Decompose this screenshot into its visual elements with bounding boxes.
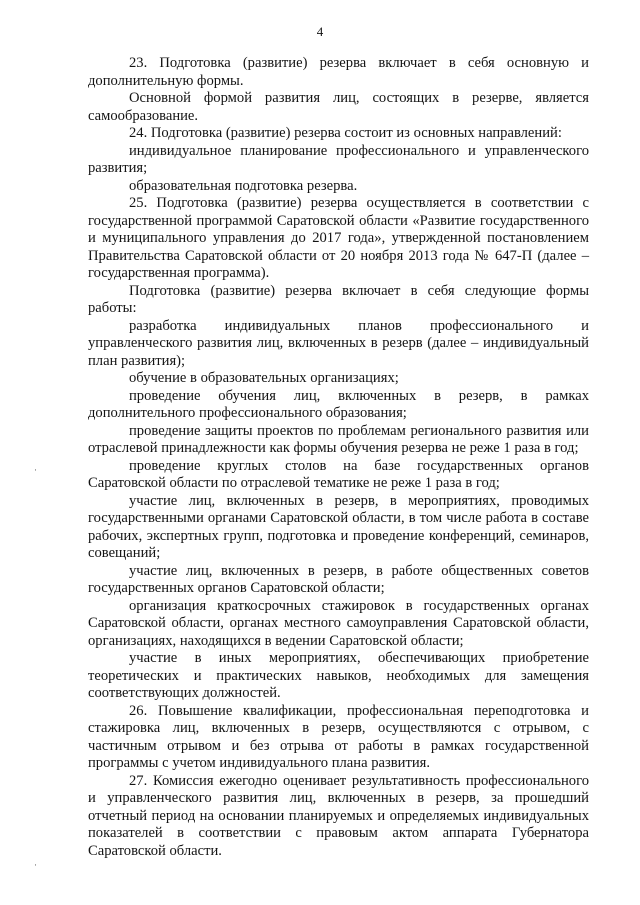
paragraph-27: 27. Комиссия ежегодно оценивает результативность профессионального и управленческого развития лиц, включенных в резерв, за прошедший отчетный период на основании планируемых и определяемых индивидуальных показателей в соответствии с правовым актом аппарата Губернатора Саратовской области. bbox=[88, 772, 589, 859]
paragraph-25-item-public-councils: участие лиц, включенных в резерв, в работе общественных советов государственных органов Саратовской области; bbox=[88, 562, 589, 596]
paragraph-26: 26. Повышение квалификации, профессиональная переподготовка и стажировка лиц, включенных в резерв, осуществляются с отрывом, с частичным отрывом и без отрыва от работы в рамках государственной программы с учетом индивидуального плана развития. bbox=[88, 702, 589, 771]
scan-mark: · bbox=[34, 860, 37, 870]
paragraph-25-item-training: обучение в образовательных организациях; bbox=[129, 370, 399, 386]
paragraph-25-item-other-events: участие в иных мероприятиях, обеспечивающих приобретение теоретических и практических навыков, необходимых для замещения соответствующих должностей. bbox=[88, 650, 589, 701]
paragraph-25-item-additional-education: проведение обучения лиц, включенных в резерв, в рамках дополнительного профессионального образования; bbox=[88, 387, 589, 421]
paragraph-25-forms-intro: Подготовка (развитие) резерва включает в себя следующие формы работы: bbox=[88, 282, 589, 316]
paragraph-25-item-internships: организация краткосрочных стажировок в государственных органах Саратовской области, органах местного самоуправления Саратовской области, организациях, находящихся в ведении Саратовской области; bbox=[88, 597, 589, 649]
scan-mark: · bbox=[34, 465, 37, 475]
paragraph-24-item-planning: индивидуальное планирование профессионального и управленческого развития; bbox=[88, 142, 589, 176]
paragraph-25-item-events: участие лиц, включенных в резерв, в мероприятиях, проводимых государственными органами Саратовской области, в том числе работа в составе рабочих, экспертных групп, подготовка и проведение конференций, семинаров, совещаний; bbox=[88, 492, 589, 561]
page-number: 4 bbox=[316, 24, 324, 39]
paragraph-23: 23. Подготовка (развитие) резерва включает в себя основную и дополнительную формы. bbox=[88, 55, 589, 89]
paragraph-24-item-education: образовательная подготовка резерва. bbox=[129, 177, 358, 194]
paragraph-25-item-round-tables: проведение круглых столов на базе государственных органов Саратовской области по отраслевой тематике не реже 1 раза в год; bbox=[88, 457, 589, 491]
paragraph-25: 25. Подготовка (развитие) резерва осуществляется в соответствии с государственной программой Саратовской области «Развитие государственного и муниципального управления до 2017 года», утвержденной постановлением Правительства Саратовской области от 20 ноября 2013 года № 647-П (далее – государственная программа). bbox=[88, 195, 589, 281]
paragraph-25-item-individual-plans: разработка индивидуальных планов профессионального и управленческого развития лиц, включенных в резерв (далее – индивидуальный план развития); bbox=[88, 317, 589, 369]
paragraph-24: 24. Подготовка (развитие) резерва состоит из основных направлений: bbox=[129, 125, 562, 141]
paragraph-25-item-project-defense: проведение защиты проектов по проблемам регионального развития или отраслевой принадлежности как формы обучения резерва не реже 1 раза в год; bbox=[88, 422, 589, 456]
paragraph-23-main-form: Основной формой развития лиц, состоящих в резерве, является самообразование. bbox=[88, 90, 589, 124]
document-body bbox=[88, 55, 589, 860]
